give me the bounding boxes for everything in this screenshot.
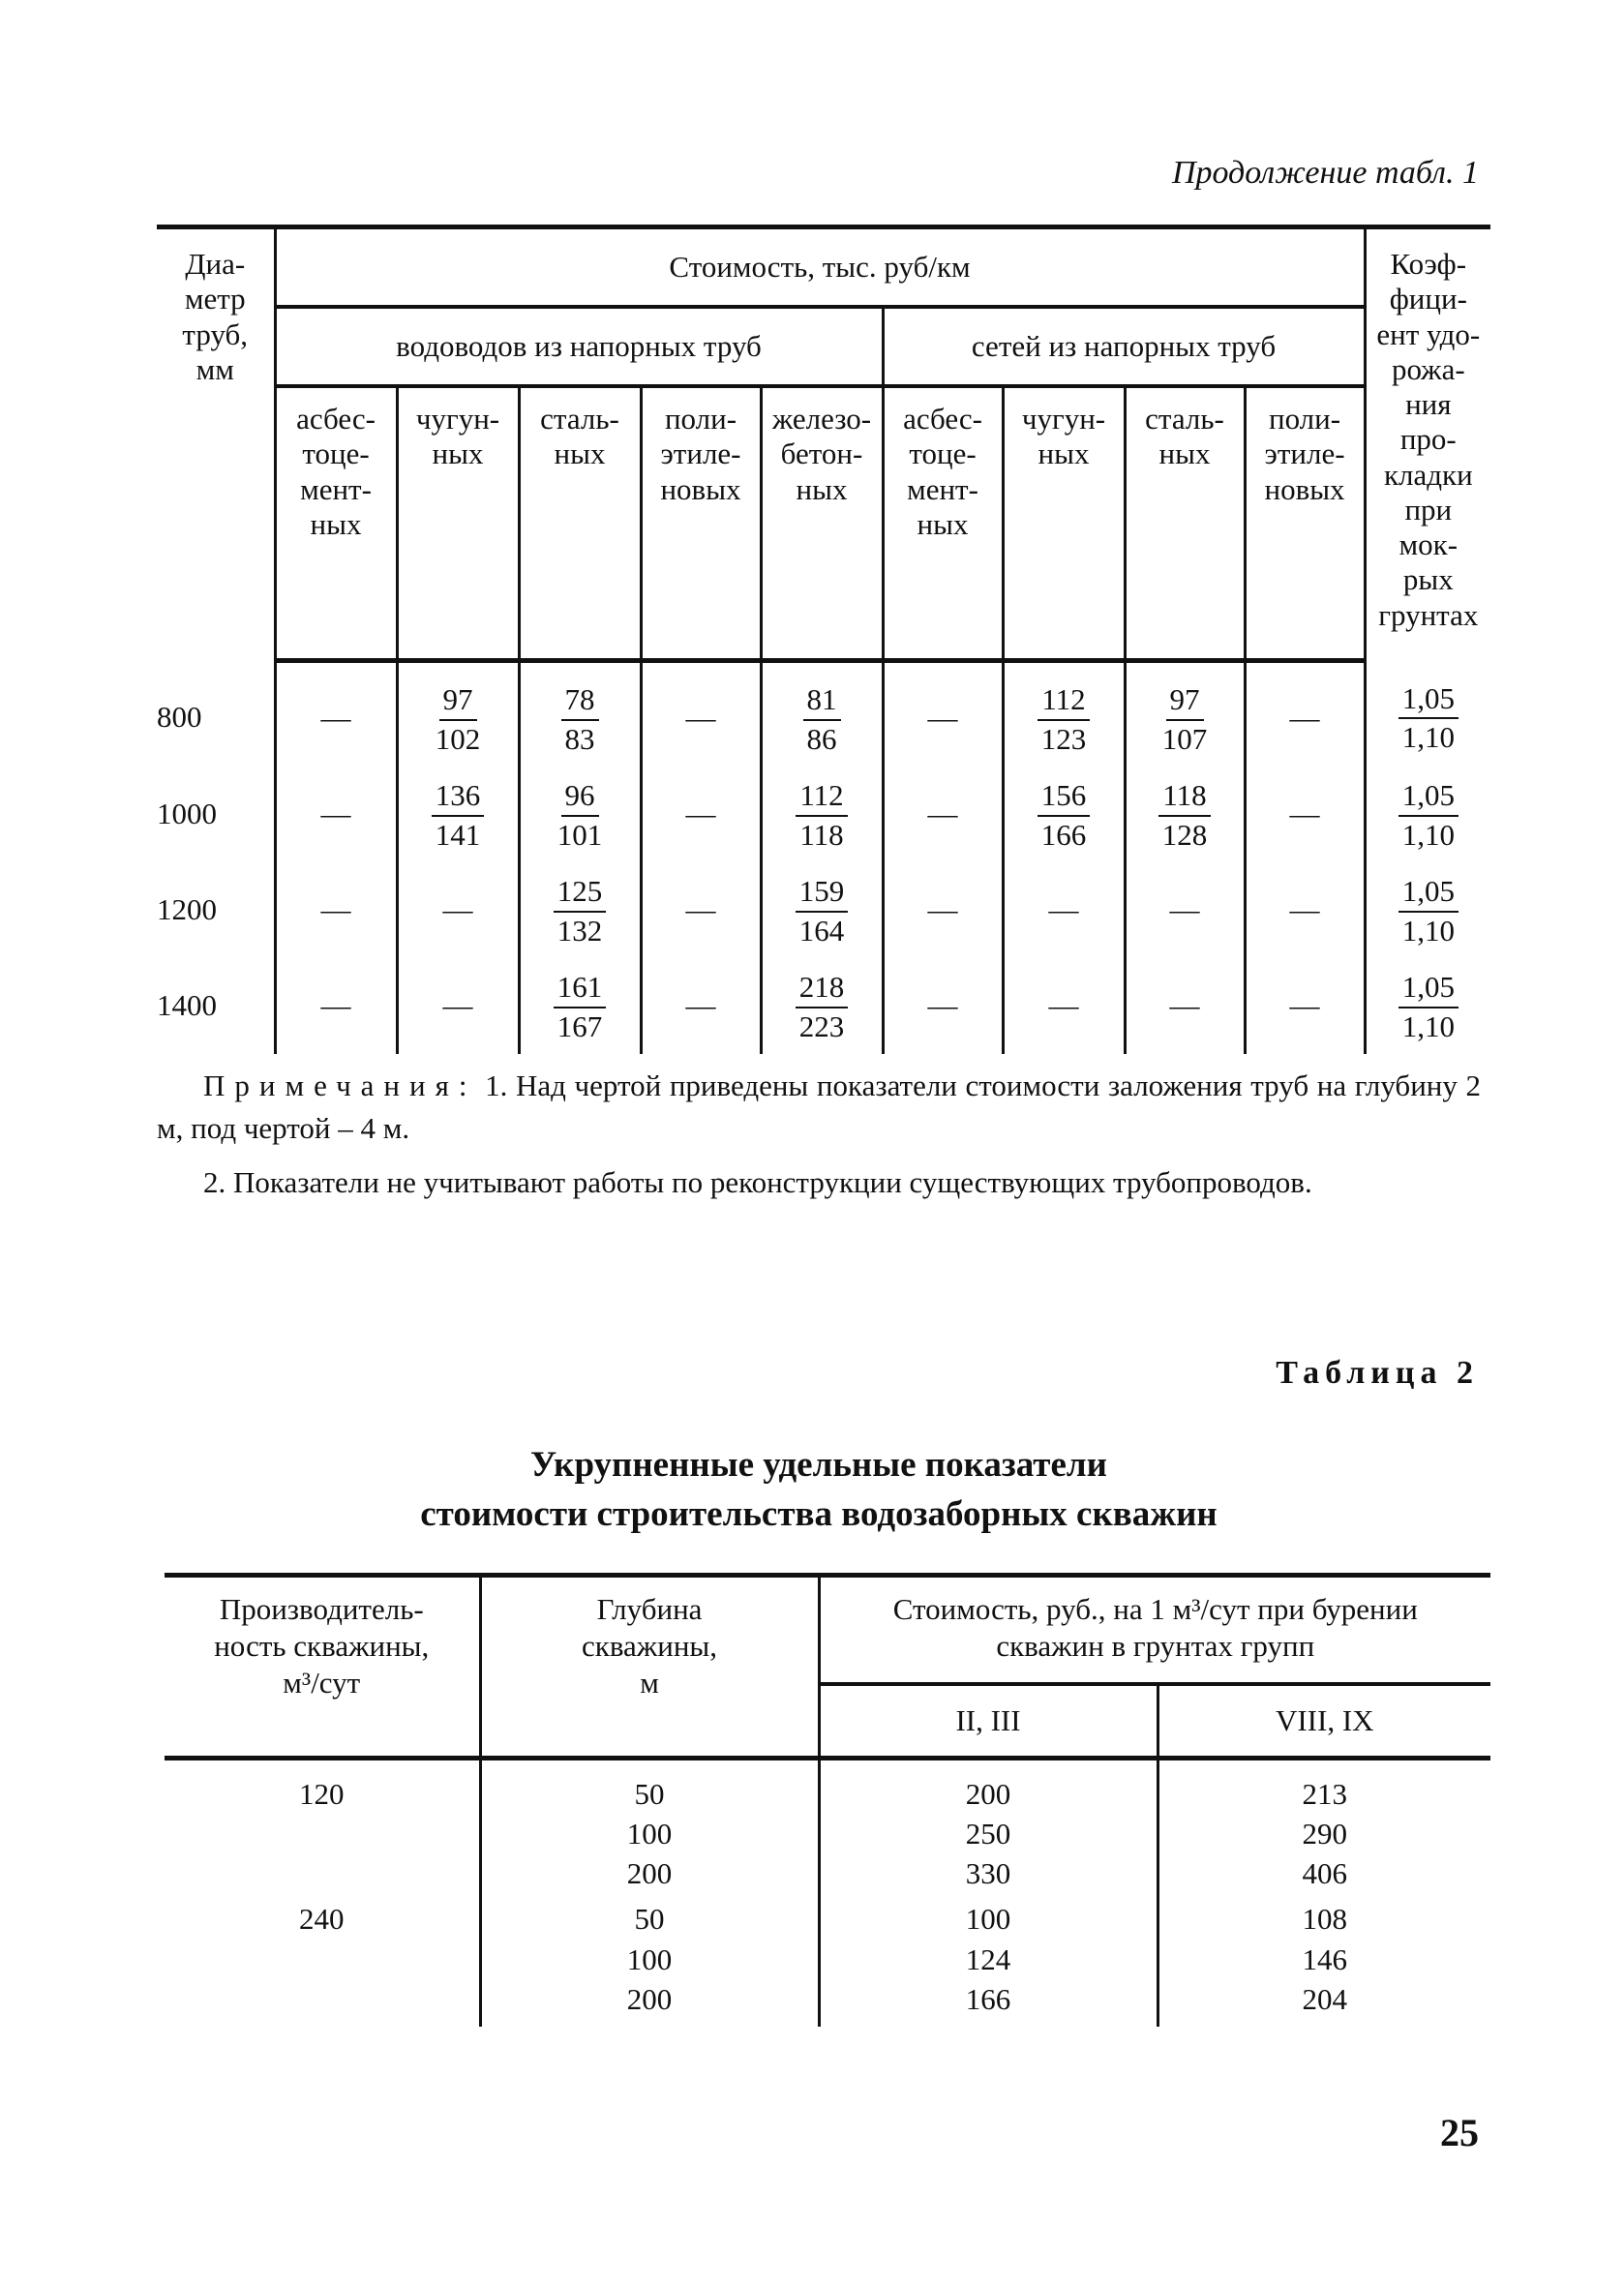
note-2: 2. Показатели не учитывают работы по реконструкции существующих трубопроводов. [203, 1165, 1312, 1200]
cost-group-b-cell-value: 213 [1302, 1776, 1347, 1811]
cost-group-b-cell-value: 290 [1302, 1816, 1347, 1851]
productivity-cell: 120 [299, 1776, 345, 1811]
cost-dash: — [1169, 988, 1200, 1023]
cost-cell [1125, 661, 1245, 767]
table-2-label: Таблица 2 [1276, 1355, 1479, 1391]
cost-fraction [1158, 777, 1212, 852]
cost-cell [883, 767, 1003, 862]
cost-cell [1245, 862, 1365, 958]
coefficient-cell [1365, 767, 1490, 862]
depth-4m-value: 123 [1040, 721, 1087, 756]
cost-header: Стоимость, тыс. руб/км [275, 227, 1365, 308]
depth-4m-value: 86 [806, 721, 837, 756]
cost-dash: — [320, 988, 351, 1023]
cost-cell [1003, 661, 1125, 767]
cost-cell [519, 661, 641, 767]
group-water-conduits-header: водоводов из напорных труб [275, 307, 883, 386]
cost-dash: — [1048, 892, 1079, 927]
cost-cell [1245, 661, 1365, 767]
cost-cell [883, 661, 1003, 767]
table-row [157, 767, 1490, 862]
soil-group-b-header: VIII, IX [1158, 1684, 1490, 1759]
coefficient-fraction [1398, 680, 1459, 755]
material-header-8: сталь- ных [1125, 386, 1245, 661]
cost-cell [1003, 958, 1125, 1054]
notes-label: Примечания: [203, 1068, 477, 1102]
coefficient-cell [1365, 958, 1490, 1054]
depth-4m-value: 101 [556, 817, 603, 852]
page-number: 25 [1440, 2111, 1479, 2154]
productivity-cell: 240 [299, 1902, 345, 1937]
cost-cell [275, 958, 397, 1054]
cost-cell [1003, 862, 1125, 958]
soil-group-a-header: II, III [819, 1684, 1158, 1759]
table-row [165, 1758, 1490, 1893]
cost-dash: — [927, 988, 958, 1023]
cost-cell [641, 958, 761, 1054]
cost-group-b-cell-value: 406 [1302, 1856, 1347, 1891]
cost-fraction [561, 681, 599, 756]
cost-fraction [554, 969, 607, 1043]
depth-2m-value: 156 [1038, 780, 1091, 817]
cost-dash: — [442, 892, 473, 927]
depth-cell-value: 100 [626, 1941, 673, 1976]
material-header-2: чугун- ных [397, 386, 519, 661]
depth-2m-value: 81 [803, 684, 841, 721]
depth-4m-value: 1,10 [1401, 720, 1455, 755]
diameter-cell: 800 [157, 700, 202, 735]
productivity-header: Производитель- ность скважины, м³/сут [165, 1576, 480, 1759]
cost-group-a-cell [819, 1893, 1158, 2027]
depth-4m-value: 223 [798, 1008, 845, 1043]
cost-dash: — [685, 701, 716, 736]
depth-cell-value: 200 [626, 1856, 673, 1891]
material-header-4: поли- этиле- новых [641, 386, 761, 661]
depth-4m-value: 1,10 [1401, 817, 1455, 852]
cost-cell [519, 862, 641, 958]
depth-2m-value: 125 [554, 876, 607, 913]
notes-section [157, 1065, 1481, 1204]
cost-fraction [803, 681, 841, 756]
coefficient-cell [1365, 862, 1490, 958]
cost-cell [761, 767, 883, 862]
coefficient-cell [1365, 661, 1490, 767]
cost-cell [761, 862, 883, 958]
coefficient-fraction [1398, 777, 1459, 852]
cost-fraction [432, 681, 485, 756]
table-row [165, 1893, 1490, 2027]
cost-group-a-cell-value: 166 [965, 1981, 1011, 2016]
cost-fraction [796, 873, 849, 948]
depth-4m-value: 141 [435, 817, 481, 852]
cost-dash: — [1169, 892, 1200, 927]
cost-dash: — [685, 892, 716, 927]
depth-cell-value: 200 [626, 1981, 673, 2016]
depth-2m-value: 1,05 [1398, 972, 1459, 1008]
cost-dash: — [927, 797, 958, 831]
cost-cell [397, 958, 519, 1054]
diameter-cell: 1400 [157, 988, 217, 1023]
cost-cell [761, 958, 883, 1054]
cost-fraction [432, 777, 485, 852]
cost-dash: — [1048, 988, 1079, 1023]
depth-4m-value: 166 [1040, 817, 1087, 852]
table-row [157, 862, 1490, 958]
cost-group-b-cell [1158, 1893, 1490, 2027]
group-networks-header: сетей из напорных труб [883, 307, 1365, 386]
cost-fraction [554, 777, 607, 852]
cost-dash: — [1289, 892, 1320, 927]
cost-cell [1245, 958, 1365, 1054]
cost-dash: — [927, 892, 958, 927]
cost-group-a-cell-value: 100 [965, 1902, 1011, 1937]
cost-cell [275, 862, 397, 958]
depth-2m-value: 161 [554, 972, 607, 1008]
cost-cell [519, 958, 641, 1054]
cost-cell [761, 661, 883, 767]
cost-cell [1125, 767, 1245, 862]
coefficient-fraction [1398, 969, 1459, 1043]
cost-fraction [1158, 681, 1212, 756]
cost-fraction [796, 969, 849, 1043]
depth-2m-value: 96 [561, 780, 599, 817]
cost-cell [641, 661, 761, 767]
material-header-9: поли- этиле- новых [1245, 386, 1365, 661]
cost-group-a-cell [819, 1758, 1158, 1893]
depth-2m-value: 1,05 [1398, 780, 1459, 817]
depth-cell-value: 100 [626, 1816, 673, 1851]
depth-2m-value: 218 [796, 972, 849, 1008]
diameter-cell: 1000 [157, 797, 217, 831]
depth-cell [480, 1893, 819, 2027]
cost-cell [519, 767, 641, 862]
coefficient-header: Коэф- фици- ент удо- рожа- ния про- кладки при мок- рых грунтах [1365, 227, 1490, 661]
cost-dash: — [685, 988, 716, 1023]
cost-group-b-cell-value: 146 [1302, 1941, 1347, 1976]
cost-group-a-cell-value: 250 [965, 1816, 1011, 1851]
cost-cell [641, 767, 761, 862]
depth-2m-value: 97 [1166, 684, 1204, 721]
cost-dash: — [927, 701, 958, 736]
cost-group-b-cell-value: 108 [1302, 1902, 1347, 1937]
diameter-header: Диа- метр труб, мм [157, 227, 275, 661]
depth-cell-value: 50 [634, 1902, 665, 1937]
depth-2m-value: 1,05 [1398, 876, 1459, 913]
depth-4m-value: 167 [556, 1008, 603, 1043]
material-header-6: асбес- тоце- мент- ных [883, 386, 1003, 661]
table-2-title [157, 1440, 1481, 1539]
depth-4m-value: 107 [1161, 721, 1208, 756]
diameter-cell: 1200 [157, 892, 217, 927]
depth-2m-value: 159 [796, 876, 849, 913]
table-2-title-line-1: Укрупненные удельные показатели [530, 1445, 1107, 1485]
table-row [157, 958, 1490, 1054]
depth-cell [480, 1758, 819, 1893]
cost-cell [883, 862, 1003, 958]
cost-dash: — [320, 892, 351, 927]
cost-group-b-cell [1158, 1758, 1490, 1893]
cost-fraction [1038, 777, 1091, 852]
depth-2m-value: 97 [439, 684, 477, 721]
continuation-label: Продолжение табл. 1 [1171, 155, 1479, 191]
depth-header: Глубина скважины, м [480, 1576, 819, 1759]
cost-dash: — [685, 797, 716, 831]
cost-group-a-cell-value: 124 [965, 1941, 1011, 1976]
depth-4m-value: 128 [1161, 817, 1208, 852]
cost-fraction [1038, 681, 1091, 756]
depth-4m-value: 118 [799, 817, 844, 852]
material-header-3: сталь- ных [519, 386, 641, 661]
depth-4m-value: 83 [564, 721, 595, 756]
cost-fraction [554, 873, 607, 948]
depth-2m-value: 118 [1158, 780, 1210, 817]
cost-fraction [796, 777, 847, 852]
cost-cell [397, 767, 519, 862]
cost-dash: — [320, 797, 351, 831]
note-1-text: 1. Над чертой приведены показатели стоимости заложения труб на глубину 2 м, под чертой – 4 м. [157, 1068, 1481, 1146]
material-header-7: чугун- ных [1003, 386, 1125, 661]
cost-cell [275, 767, 397, 862]
cost-dash: — [442, 988, 473, 1023]
depth-cell-value: 50 [634, 1776, 665, 1811]
depth-2m-value: 112 [796, 780, 847, 817]
depth-4m-value: 164 [798, 913, 845, 948]
cost-cell [397, 661, 519, 767]
cost-dash: — [1289, 988, 1320, 1023]
cost-group-a-cell-value: 200 [965, 1776, 1011, 1811]
depth-2m-value: 136 [432, 780, 485, 817]
cost-group-a-cell-value: 330 [965, 1856, 1011, 1891]
cost-cell [883, 958, 1003, 1054]
cost-dash: — [1289, 701, 1320, 736]
cost-group-b-cell-value: 204 [1302, 1981, 1347, 2016]
depth-2m-value: 78 [561, 684, 599, 721]
coefficient-fraction [1398, 873, 1459, 948]
cost-cell [397, 862, 519, 958]
cost-cell [1125, 958, 1245, 1054]
table-1 [157, 225, 1490, 1054]
note-1 [157, 1065, 1481, 1150]
table-row [157, 661, 1490, 767]
table-2 [165, 1573, 1490, 2027]
cost-dash: — [320, 701, 351, 736]
depth-4m-value: 102 [435, 721, 481, 756]
depth-4m-value: 132 [556, 913, 603, 948]
cost-dash: — [1289, 797, 1320, 831]
cost-cell [275, 661, 397, 767]
material-header-1: асбес- тоце- мент- ных [275, 386, 397, 661]
table-2-title-line-2: стоимости строительства водозаборных скважин [420, 1494, 1218, 1535]
depth-4m-value: 1,10 [1401, 1008, 1455, 1043]
material-header-5: железо- бетон- ных [761, 386, 883, 661]
cost-cell [1003, 767, 1125, 862]
depth-2m-value: 112 [1038, 684, 1089, 721]
cost-cell [641, 862, 761, 958]
cost-cell [1245, 767, 1365, 862]
depth-2m-value: 1,05 [1398, 683, 1459, 720]
depth-4m-value: 1,10 [1401, 913, 1455, 948]
cost-cell [1125, 862, 1245, 958]
cost-per-m3-header: Стоимость, руб., на 1 м³/сут при бурении скважин в грунтах групп [819, 1576, 1490, 1684]
